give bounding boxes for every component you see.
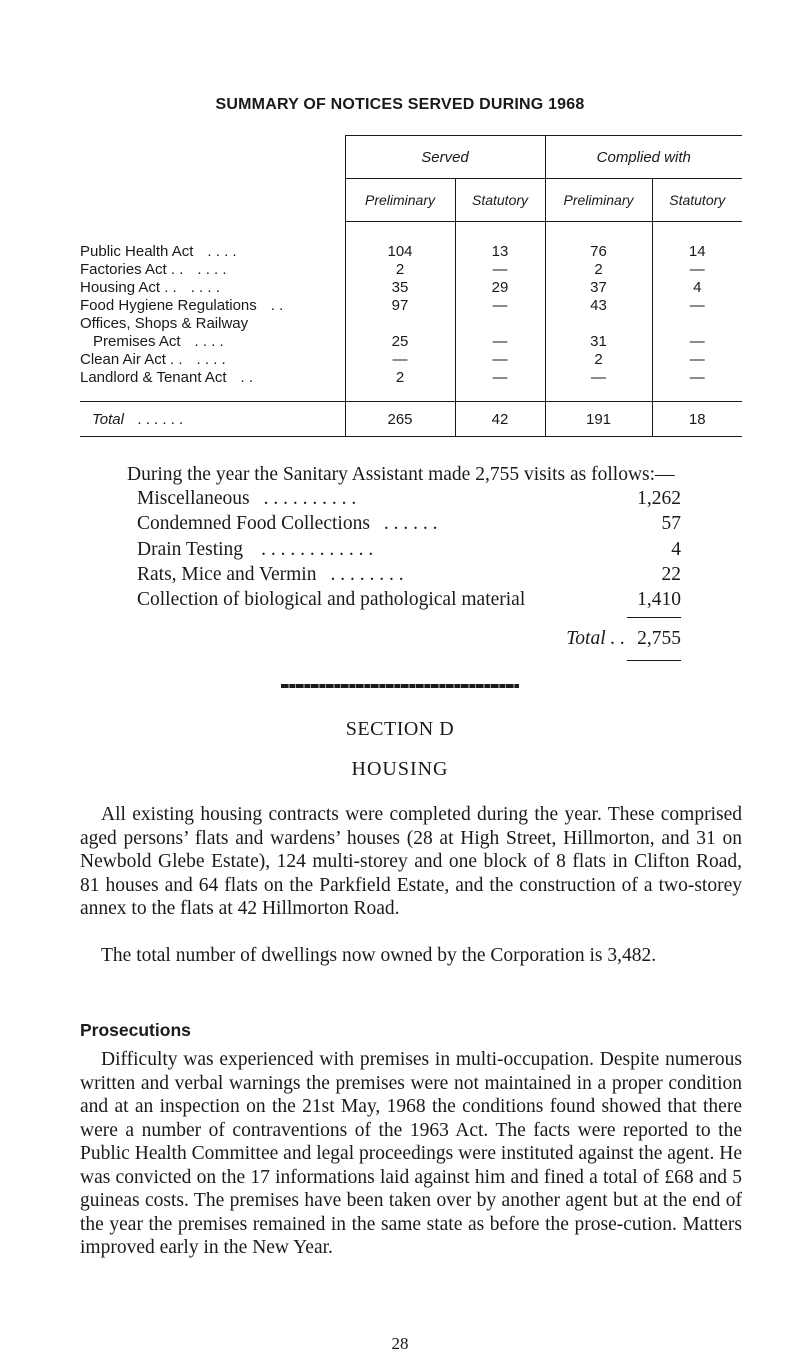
visit-label: Collection of biological and pathological material xyxy=(137,589,526,610)
table-cell: 4 xyxy=(652,279,742,297)
table-cell: — xyxy=(652,297,742,315)
table-cell: 35 xyxy=(345,279,455,297)
visit-value: 4 xyxy=(671,539,681,560)
table-cell: — xyxy=(455,297,545,315)
complied-statutory-header: Statutory xyxy=(652,179,742,222)
table-cell: 31 xyxy=(545,333,652,351)
table-cell: — xyxy=(455,369,545,387)
table-row xyxy=(80,369,742,387)
table-cell: — xyxy=(345,351,455,369)
table-row xyxy=(80,261,742,279)
table-cell: — xyxy=(455,333,545,351)
row-label: Clean Air Act . . xyxy=(80,351,183,368)
table-cell: 37 xyxy=(545,279,652,297)
row-label: Food Hygiene Regulations xyxy=(80,297,257,314)
visits-intro: During the year the Sanitary Assistant made 2,755 visits as follows:— xyxy=(127,464,675,485)
row-label-cell xyxy=(80,243,345,261)
table-row xyxy=(80,297,742,315)
table-cell: — xyxy=(652,261,742,279)
complied-preliminary-header: Preliminary xyxy=(545,179,652,222)
served-statutory-header: Statutory xyxy=(455,179,545,222)
prosecutions-paragraph: Difficulty was experienced with premises in multi-occupation. Despite numerous written and verbal warnings the premises were not maintained in a proper condition and at an inspection on the 21st May, 1968 the conditions found showed that there were a number of contraventions of the 1963 Act. The facts were reported to the Public Health Committee and legal proceedings were instituted against the agent. He was convicted on the 17 informations laid against him and fined a total of £68 and 5 guineas costs. The premises have been taken over by another agent but at the end of the year the premises remained in the same state as before the prose-cution. Matters improved early in the New Year. xyxy=(80,1049,742,1258)
housing-paragraph-2: The total number of dwellings now owned by the Corporation is 3,482. xyxy=(101,945,657,966)
visits-total-value: 2,755 xyxy=(637,628,681,649)
row-label: Housing Act . . xyxy=(80,279,177,296)
complied-with-header: Complied with xyxy=(545,136,742,179)
table-cell: — xyxy=(455,261,545,279)
sum-rule-top xyxy=(627,617,681,618)
section-heading: SECTION D xyxy=(345,718,455,740)
table-cell: 43 xyxy=(545,297,652,315)
leader-dots: . . . . xyxy=(196,351,226,368)
leader-dots: . . . . xyxy=(190,279,220,296)
visit-item xyxy=(137,539,681,565)
page-number: 28 xyxy=(391,1334,409,1353)
visit-item xyxy=(137,589,681,615)
table-cell: 29 xyxy=(455,279,545,297)
sum-rule-bottom xyxy=(627,660,681,661)
total-label: Total xyxy=(92,410,124,428)
table-row xyxy=(80,351,742,369)
table-cell: — xyxy=(652,369,742,387)
row-label-cell xyxy=(80,369,345,387)
table-row xyxy=(80,333,742,351)
row-label: Landlord & Tenant Act xyxy=(80,369,227,386)
table-cell: 14 xyxy=(652,243,742,261)
visit-label: Condemned Food Collections . . . . . . xyxy=(137,513,438,534)
visit-value: 1,262 xyxy=(637,488,681,509)
notices-table xyxy=(80,135,742,437)
table-cell: 97 xyxy=(345,297,455,315)
table-cell: 191 xyxy=(545,402,652,437)
summary-title: SUMMARY OF NOTICES SERVED DURING 1968 xyxy=(215,96,585,113)
row-label: Factories Act . . xyxy=(80,261,184,278)
table-row xyxy=(80,315,742,333)
leader-dots: . . . . xyxy=(194,333,224,350)
row-label-cell xyxy=(80,279,345,297)
table-cell: 25 xyxy=(345,333,455,351)
row-label-cell xyxy=(80,333,345,351)
decorative-divider xyxy=(281,684,519,688)
table-cell xyxy=(545,315,652,333)
row-label: Premises Act xyxy=(93,333,181,350)
served-header: Served xyxy=(345,136,545,179)
served-preliminary-header: Preliminary xyxy=(345,179,455,222)
visit-label: Drain Testing . . . . . . . . . . . . xyxy=(137,539,374,560)
visit-item xyxy=(137,513,681,539)
table-cell: 104 xyxy=(345,243,455,261)
visits-total-label: Total . . xyxy=(566,628,626,649)
table-row xyxy=(80,279,742,297)
row-label: Offices, Shops & Railway xyxy=(80,315,249,332)
table-cell xyxy=(345,315,455,333)
table-total-row xyxy=(80,402,742,437)
table-cell: 2 xyxy=(545,261,652,279)
housing-heading: HOUSING xyxy=(351,758,449,780)
table-cell: 76 xyxy=(545,243,652,261)
table-cell: — xyxy=(652,351,742,369)
table-cell xyxy=(652,315,742,333)
leader-dots: . . . . xyxy=(197,261,227,278)
visits-total xyxy=(400,628,681,650)
housing-paragraph-1: All existing housing contracts were completed during the year. These comprised aged persons’ flats and wardens’ houses (28 at High Street, Hillmorton, and 31 on Newbold Glebe Estate), 124 multi-storey and one block of 8 flats in Clifton Road, 81 houses and 64 flats on the Parkfield Estate, and the construction of a two-storey annex to the flats at 42 Hillmorton Road. xyxy=(80,804,742,919)
table-cell: — xyxy=(455,351,545,369)
visit-label: Rats, Mice and Vermin . . . . . . . . xyxy=(137,564,404,585)
table-cell: 2 xyxy=(345,261,455,279)
table-cell: 13 xyxy=(455,243,545,261)
table-cell: 2 xyxy=(545,351,652,369)
table-cell: — xyxy=(652,333,742,351)
row-label-cell xyxy=(80,261,345,279)
table-group-header-row xyxy=(80,136,742,179)
leader-dots: . . xyxy=(270,297,284,314)
visit-item xyxy=(137,488,681,514)
leader-dots: . . . . xyxy=(207,243,237,260)
table-cell xyxy=(455,315,545,333)
row-label: Public Health Act xyxy=(80,243,194,260)
visit-item xyxy=(137,564,681,590)
table-cell: 42 xyxy=(455,402,545,437)
table-cell: 18 xyxy=(652,402,742,437)
table-cell: 2 xyxy=(345,369,455,387)
row-label-cell xyxy=(80,351,345,369)
table-row xyxy=(80,243,742,261)
leader-dots: . . xyxy=(240,369,254,386)
visit-value: 57 xyxy=(661,513,681,534)
table-cell: — xyxy=(545,369,652,387)
table-cell: 265 xyxy=(345,402,455,437)
total-leader-dots: . . . . . . xyxy=(137,410,184,428)
row-label-cell xyxy=(80,297,345,315)
visit-value: 22 xyxy=(661,564,681,585)
visit-label: Miscellaneous . . . . . . . . . . xyxy=(137,488,357,509)
row-label-cell xyxy=(80,315,345,333)
prosecutions-heading: Prosecutions xyxy=(80,1020,191,1040)
table-sub-header-row xyxy=(80,179,742,222)
visit-value: 1,410 xyxy=(637,589,681,610)
